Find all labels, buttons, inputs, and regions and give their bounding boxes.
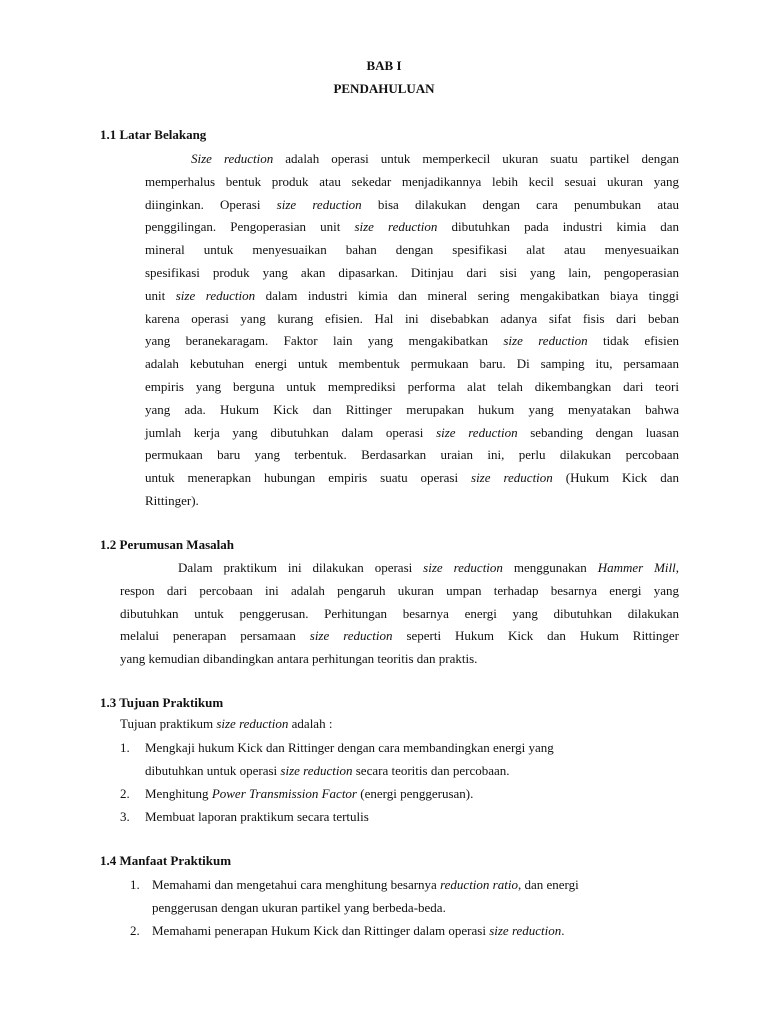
s1-italic-term: size reduction [503,333,588,349]
manfaat-item-1-text-1: Memahami dan mengetahui cara menghitung besarnya [152,877,441,892]
s1-line [145,308,679,331]
section-paragraph-perumusan-masalah [120,557,679,671]
s1-line [145,330,679,353]
s1-line [145,376,679,399]
s2-text: yang kemudian dibandingkan antara perhitungan teoritis dan praktis. [120,651,478,667]
s2-italic-term: size reduction [309,628,393,644]
s1-text: bisa dilakukan dengan cara penumbukan atau [361,196,679,212]
s2-line [120,557,679,580]
s2-italic-term: Hammer Mill [597,560,676,575]
s1-text: diinginkan. Operasi [145,196,277,212]
s1-text: empiris yang berguna untuk memprediksi performa alat telah dikembangkan dari teori [145,378,679,394]
s1-text: Rittinger). [145,492,199,508]
s2-line [120,603,679,626]
s1-text: jumlah kerja yang dibutuhkan dalam operasi [145,424,437,440]
manfaat-item-1-number: 1. [130,877,140,892]
manfaat-item-2-text-2: . [561,923,565,938]
s2-line [120,580,679,603]
s1-line [145,148,679,171]
s1-text: spesifikasi produk yang akan dipasarkan. Ditinjau dari sisi yang lain, pengoperasian [145,264,679,280]
s2-text: melalui penerapan persamaan [120,628,310,644]
s1-line [145,171,679,194]
s1-line [145,239,679,262]
tujuan-intro-text-2: adalah : [288,716,333,731]
s1-text: memperhalus bentuk produk atau sekedar menjadikannya lebih kecil sesuai ukuran yang [145,173,679,189]
tujuan-item-2-number: 2. [120,786,130,801]
chapter-title: PENDAHULUAN [333,81,435,96]
tujuan-intro [120,716,332,732]
s1-text: karena operasi yang kurang efisien. Hal ini disebabkan adanya sifat fisis dari beban [145,310,679,326]
tujuan-item-1-text-1: dibutuhkan untuk operasi [145,763,281,778]
s1-text: (Hukum Kick dan [552,470,679,486]
s1-text: dibutuhkan pada industri kimia dan [437,219,679,235]
section-heading-tujuan-praktikum: 1.3 Tujuan Praktikum [100,695,224,710]
tujuan-item-2-text-1: Menghitung [145,786,212,801]
s1-italic-term: size reduction [175,287,256,303]
s2-text: dibutuhkan untuk penggerusan. Perhitungan besarnya energi yang dibutuhkan dilakukan [120,605,679,621]
manfaat-item-1-line-1 [152,877,579,893]
s2-text: respon dari percobaan ini adalah pengaruh ukuran umpan terhadap besarnya energi yang [120,582,679,598]
section-heading-latar-belakang: 1.1 Latar Belakang [100,127,207,142]
section-paragraph-latar-belakang [145,148,679,513]
s1-line [145,216,679,239]
s1-text: sebanding dengan luasan [517,424,679,440]
s1-line [145,399,679,422]
s2-line [120,625,679,648]
manfaat-item-2-text-1: Memahami penerapan Hukum Kick dan Rittinger dalam operasi [152,923,490,938]
manfaat-item-2-term: size reduction [489,923,562,938]
s1-italic-term: Size reduction [191,151,274,166]
s2-line [120,648,679,671]
tujuan-intro-term: size reduction [216,716,289,731]
manfaat-item-2-line-1 [152,923,565,939]
manfaat-item-2-number: 2. [130,923,140,938]
s1-italic-term: size reduction [276,196,362,212]
s2-text: , [675,560,680,575]
s2-text: seperti Hukum Kick dan Hukum Rittinger [392,628,679,644]
tujuan-item-3-number: 3. [120,809,130,824]
s1-text: unit [145,287,176,303]
s1-line [145,444,679,467]
s2-text: Dalam praktikum ini dilakukan operasi [178,560,424,575]
s1-line [145,467,679,490]
s1-italic-term: size reduction [471,470,553,486]
s1-line [145,262,679,285]
tujuan-item-2-term: Power Transmission Factor [211,786,357,801]
s1-text: penggilingan. Pengoperasian unit [145,219,355,235]
s1-line [145,490,679,513]
section-heading-manfaat-praktikum: 1.4 Manfaat Praktikum [100,853,232,868]
s1-text: mineral untuk menyesuaikan bahan dengan spesifikasi alat atau menyesuaikan [145,242,679,258]
tujuan-item-3-line-1: Membuat laporan praktikum secara tertulis [145,809,369,824]
s2-text: menggunakan [502,560,598,575]
chapter-number: BAB I [366,58,402,73]
manfaat-item-1-text-2: , dan energi [517,877,579,892]
s1-line [145,285,679,308]
s1-text: untuk menerapkan hubungan empiris suatu operasi [145,470,472,486]
s1-text: tidak efisien [587,333,679,349]
manfaat-item-1-line-2: penggerusan dengan ukuran partikel yang berbeda-beda. [152,900,446,915]
tujuan-item-1-line-1: Mengkaji hukum Kick dan Rittinger dengan cara membandingkan energi yang [145,740,554,755]
s2-italic-term: size reduction [423,560,503,575]
tujuan-item-2-text-2: (energi penggerusan). [357,786,474,801]
tujuan-item-1-text-2: secara teoritis dan percobaan. [352,763,510,778]
s1-text: yang ada. Hukum Kick dan Rittinger merupakan hukum yang menyatakan bahwa [145,401,679,417]
s1-line [145,194,679,217]
s1-text: dalam industri kimia dan mineral sering mengakibatkan biaya tinggi [255,287,679,303]
s1-line [145,353,679,376]
tujuan-item-1-term: size reduction [280,763,353,778]
s1-text: adalah operasi untuk memperkecil ukuran suatu partikel dengan [273,151,679,166]
s1-text: yang beranekaragam. Faktor lain yang mengakibatkan [145,333,504,349]
manfaat-item-1-term: reduction ratio [440,877,518,892]
s1-text: permukaan baru yang terbentuk. Berdasarkan uraian ini, perlu dilakukan percobaan [145,447,679,463]
s1-text: adalah kebutuhan energi untuk membentuk permukaan baru. Di samping itu, persamaan [145,356,679,372]
s1-italic-term: size reduction [354,219,438,235]
s1-italic-term: size reduction [436,424,518,440]
tujuan-item-1-number: 1. [120,740,130,755]
tujuan-item-1-line-2 [145,763,510,779]
s1-line [145,422,679,445]
tujuan-intro-text-1: Tujuan praktikum [120,716,217,731]
tujuan-item-2-line-1 [145,786,473,802]
section-heading-perumusan-masalah: 1.2 Perumusan Masalah [100,537,234,552]
